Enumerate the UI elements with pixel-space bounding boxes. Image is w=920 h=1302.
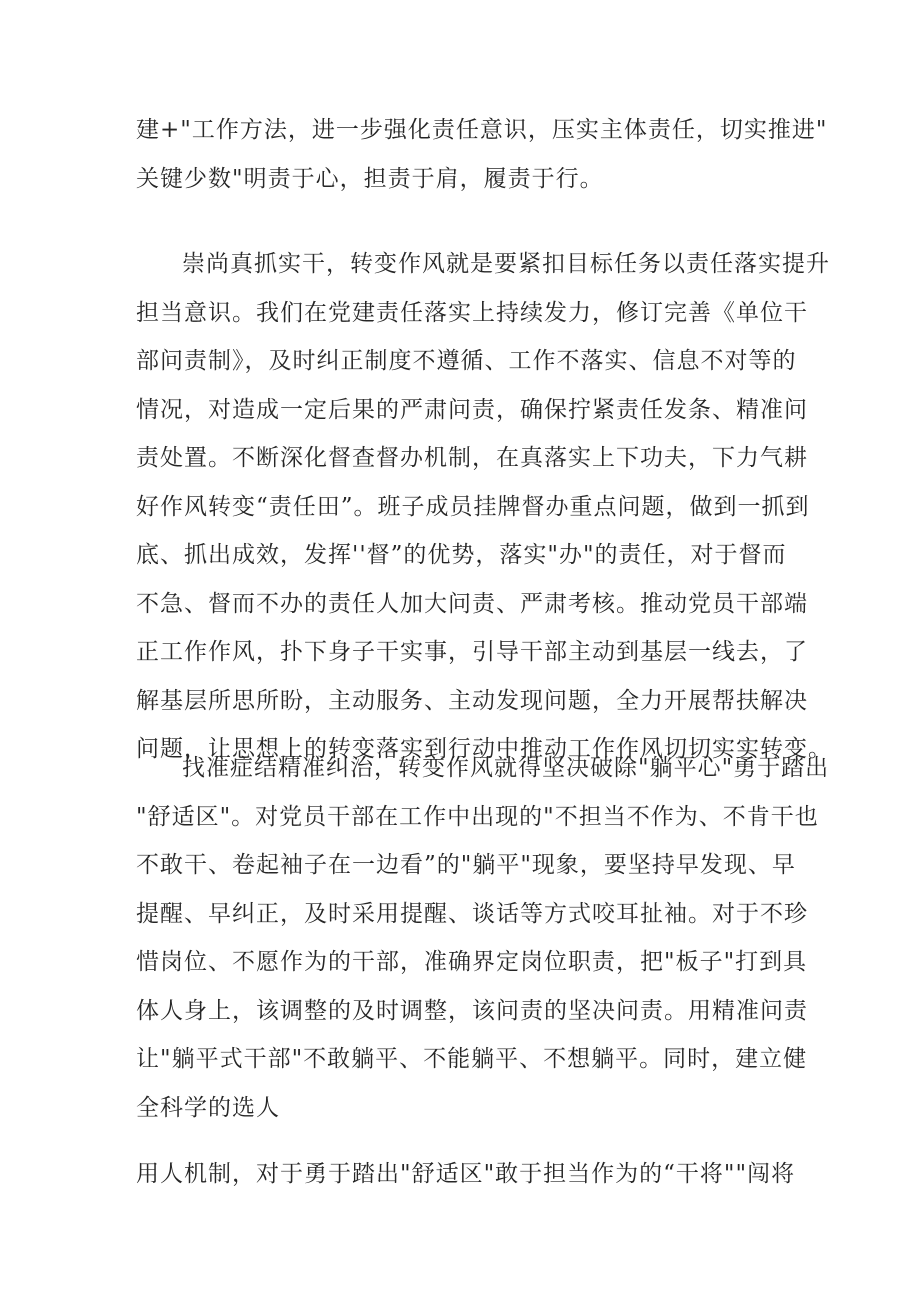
paragraph-line: "舒适区"。对党员干部在工作中出现的"不担当不作为、不肯干也 xyxy=(136,803,819,830)
paragraph-line: 责处置。不断深化督查督办机制，在真落实上下功夫，下力气耕 xyxy=(136,445,808,471)
paragraph-line: 不急、督而不办的责任人加大问责、严肃考核。推动党员干部端 xyxy=(136,590,808,617)
paragraph-line: 找准症结精准纠治，转变作风就得坚决破除"躺平心"勇于踏出 xyxy=(182,755,830,781)
paragraph-2 xyxy=(136,240,832,774)
paragraph-line: 关键少数"明责于心，担责于肩，履责于行。 xyxy=(136,165,604,192)
paragraph-line: 担当意识。我们在党建责任落实上持续发力，修订完善《单位干 xyxy=(136,299,808,326)
paragraph-line: 不敢干、卷起袖子在一边看”的"躺平"现象，要坚持早发现、早 xyxy=(136,852,796,878)
paragraph-line: 用人机制，对于勇于踏出"舒适区"敢于担当作为的“干将""闯将 xyxy=(136,1161,796,1187)
paragraph-3 xyxy=(136,744,830,1132)
paragraph-line: 全科学的选人 xyxy=(136,1094,280,1121)
paragraph-4 xyxy=(136,1150,796,1199)
paragraph-line: 让"躺平式干部"不敢躺平、不能躺平、不想躺平。同时，建立健 xyxy=(136,1046,808,1072)
paragraph-line: 崇尚真抓实干，转变作风就是要紧扣目标任务以责任落实提升 xyxy=(182,251,830,277)
paragraph-line: 惜岗位、不愿作为的干部，准确界定岗位职责，把"板子"打到具 xyxy=(136,949,808,975)
paragraph-line: 部问责制》，及时纠正制度不遵循、工作不落实、信息不对等的 xyxy=(136,348,797,374)
paragraph-line: 问题，让思想上的转变落实到行动中推动工作作风切切实实转变。 xyxy=(136,736,832,762)
paragraph-line: 提醒、早纠正，及时采用提醒、谈话等方式咬耳扯袖。对于不珍 xyxy=(136,900,808,927)
paragraph-line: 情况，对造成一定后果的严肃问责，确保拧紧责任发条、精准问 xyxy=(136,396,808,423)
paragraph-line: 解基层所思所盼，主动服务、主动发现问题，全力开展帮扶解决 xyxy=(136,687,808,714)
paragraph-line: 底、抓出成效，发挥''督”的优势，落实"办"的责任，对于督而 xyxy=(136,542,787,568)
paragraph-line: 建+"工作方法，进一步强化责任意识，压实主体责任，切实推进" xyxy=(136,117,828,143)
paragraph-line: 正工作作风，扑下身子干实事，引导干部主动到基层一线去，了 xyxy=(136,639,808,665)
paragraph-1 xyxy=(136,106,828,203)
paragraph-line: 体人身上，该调整的及时调整，该问责的坚决问责。用精准问责 xyxy=(136,997,808,1024)
paragraph-line: 好作风转变“责任田”。班子成员挂牌督办重点问题，做到一抓到 xyxy=(136,493,810,520)
